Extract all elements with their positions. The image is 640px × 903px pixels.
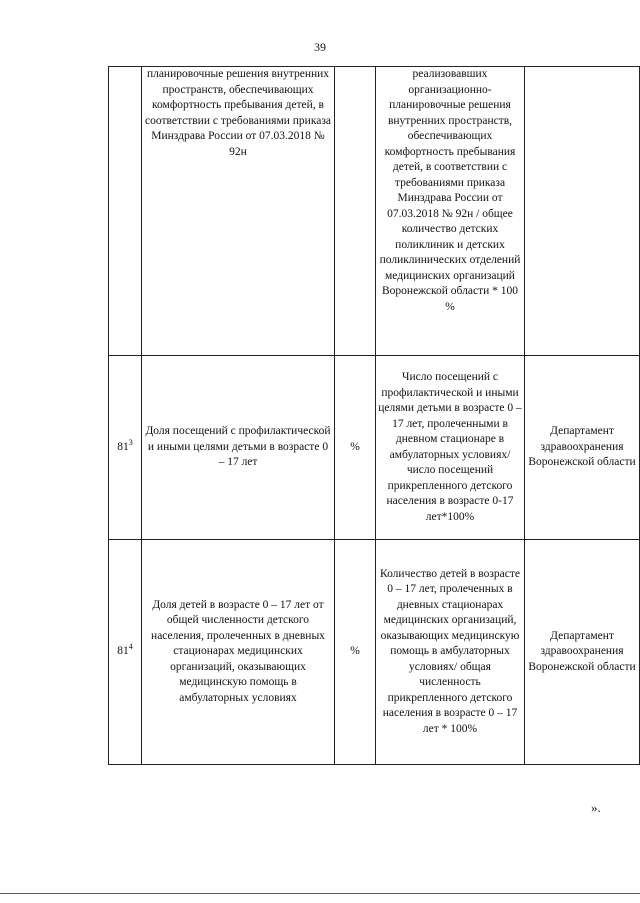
method-cell: Количество детей в возрасте 0 – 17 лет, пролеченных в дневных стационарах медицинских организаций, оказывающих медицинскую помощь в амбулаторных условиях/ общая численность прикрепленного детского населения в возрасте 0 – 17 лет * 100% bbox=[376, 540, 525, 765]
row-number-cell: $81^3$ bbox=[109, 356, 142, 540]
method-cell: Число посещений с профилактической и иными целями детьми в возрасте 0 – 17 лет, пролеченными в дневном стационаре в амбулаторных условиях/ число посещений прикрепленного детского населения в возрасте 0-17 лет*100% bbox=[376, 356, 525, 540]
indicator-table bbox=[108, 66, 640, 765]
indicator-cell: Доля посещений с профилактической и иными целями детьми в возрасте 0 – 17 лет bbox=[142, 356, 335, 540]
page-number: 39 bbox=[314, 40, 326, 54]
row-number-cell bbox=[109, 67, 142, 356]
responsible-cell: Департамент здравоохранения Воронежской области bbox=[525, 540, 640, 765]
indicator-cell: Доля детей в возрасте 0 – 17 лет от общей численности детского населения, пролеченных в дневных стационарах медицинских организаций, оказывающих медицинскую помощь в амбулаторных условиях bbox=[142, 540, 335, 765]
responsible-cell bbox=[525, 67, 640, 356]
table-row bbox=[109, 540, 640, 765]
responsible-cell: Департамент здравоохранения Воронежской области bbox=[525, 356, 640, 540]
page-edge-divider bbox=[0, 893, 640, 894]
indicator-cell: планировочные решения внутренних пространств, обеспечивающих комфортность пребывания детей, в соответствии с требованиями приказа Минздрава России от 07.03.2018 № 92н bbox=[142, 67, 335, 356]
closing-quote: ». bbox=[591, 800, 601, 815]
unit-cell: % bbox=[335, 540, 376, 765]
row-number-cell: $81^4$ bbox=[109, 540, 142, 765]
method-cell: реализовавших организационно-планировочные решения внутренних пространств, обеспечивающих комфортность пребывания детей, в соответствии с требованиями приказа Минздрава России от 07.03.2018 № 92н / общее количество детских поликлиник и детских поликлинических отделений медицинских организаций Воронежской области * 100 % bbox=[376, 67, 525, 356]
table-row bbox=[109, 67, 640, 356]
table-row bbox=[109, 356, 640, 540]
unit-cell: % bbox=[335, 356, 376, 540]
unit-cell bbox=[335, 67, 376, 356]
